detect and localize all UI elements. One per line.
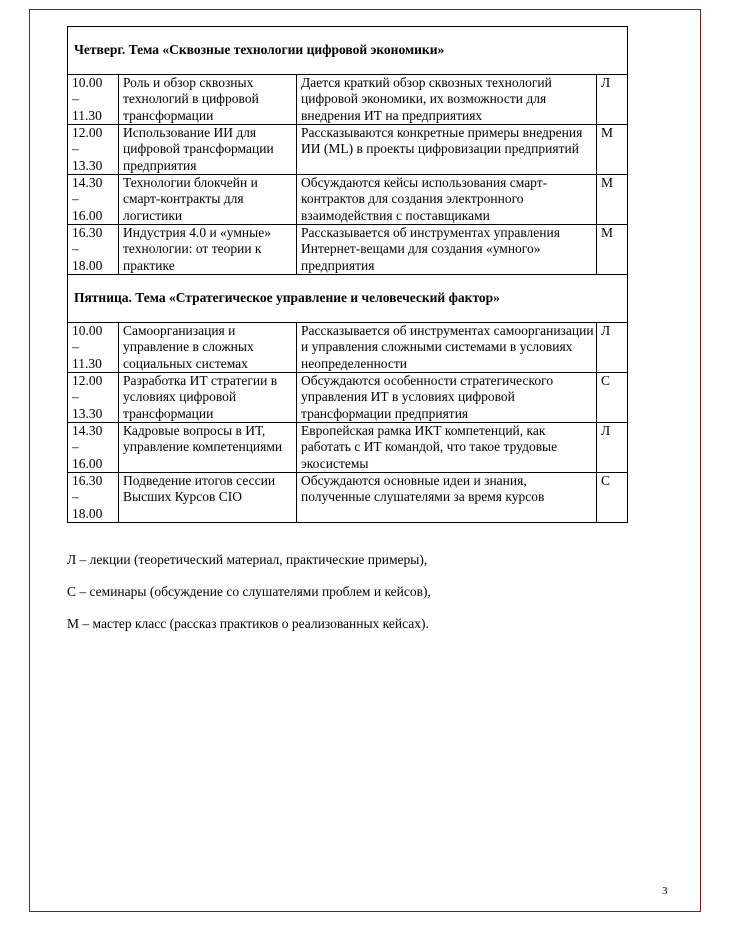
session-row — [68, 323, 628, 373]
session-row — [68, 125, 628, 175]
session-time: 12.00 – 13.30 — [68, 125, 119, 175]
session-description: Рассказывается об инструментах управления Интернет-вещами для создания «умного» предприятия — [297, 225, 597, 275]
session-row — [68, 473, 628, 523]
session-format: Л — [597, 75, 628, 125]
session-description: Обсуждаются особенности стратегического управления ИТ в условиях цифровой трансформации предприятия — [297, 373, 597, 423]
session-format: С — [597, 373, 628, 423]
schedule-table — [67, 26, 628, 523]
legend-seminar: С – семинары (обсуждение со слушателями проблем и кейсов), — [67, 584, 431, 599]
session-time: 10.00 – 11.30 — [68, 75, 119, 125]
day-header-row — [68, 275, 628, 323]
session-description: Обсуждаются основные идеи и знания, полученные слушателями за время курсов — [297, 473, 597, 523]
day-title: Четверг. Тема «Сквозные технологии цифровой экономики» — [68, 27, 628, 75]
session-format: М — [597, 175, 628, 225]
page-number: 3 — [662, 885, 668, 897]
session-description: Обсуждаются кейсы использования смарт-контрактов для создания электронного взаимодействия с поставщиками — [297, 175, 597, 225]
session-row — [68, 225, 628, 275]
legend-lecture: Л – лекции (теоретический материал, практические примеры), — [67, 552, 428, 567]
session-row — [68, 423, 628, 473]
session-topic: Разработка ИТ стратегии в условиях цифровой трансформации — [119, 373, 297, 423]
session-format: М — [597, 125, 628, 175]
session-description: Рассказываются конкретные примеры внедрения ИИ (ML) в проекты цифровизации предприятий — [297, 125, 597, 175]
session-row — [68, 75, 628, 125]
session-topic: Подведение итогов сессии Высших Курсов CIO — [119, 473, 297, 523]
session-time: 14.30 – 16.00 — [68, 423, 119, 473]
day-header-row — [68, 27, 628, 75]
session-format: С — [597, 473, 628, 523]
session-time: 16.30 – 18.00 — [68, 225, 119, 275]
session-topic: Кадровые вопросы в ИТ, управление компетенциями — [119, 423, 297, 473]
session-topic: Технологии блокчейн и смарт-контракты для логистики — [119, 175, 297, 225]
session-description: Рассказывается об инструментах самоорганизации и управления сложными системами в условиях неопределенности — [297, 323, 597, 373]
session-row — [68, 175, 628, 225]
session-time: 14.30 – 16.00 — [68, 175, 119, 225]
session-description: Дается краткий обзор сквозных технологий цифровой экономики, их возможности для внедрения ИТ на предприятиях — [297, 75, 597, 125]
session-topic: Индустрия 4.0 и «умные» технологии: от теории к практике — [119, 225, 297, 275]
session-format: Л — [597, 423, 628, 473]
session-description: Европейская рамка ИКТ компетенций, как работать с ИТ командой, что такое трудовые экосистемы — [297, 423, 597, 473]
session-topic: Самоорганизация и управление в сложных социальных системах — [119, 323, 297, 373]
session-topic: Роль и обзор сквозных технологий в цифровой трансформации — [119, 75, 297, 125]
session-time: 10.00 – 11.30 — [68, 323, 119, 373]
session-time: 16.30 – 18.00 — [68, 473, 119, 523]
session-time: 12.00 – 13.30 — [68, 373, 119, 423]
day-title: Пятница. Тема «Стратегическое управление и человеческий фактор» — [68, 275, 628, 323]
legend-masterclass: М – мастер класс (рассказ практиков о реализованных кейсах). — [67, 616, 429, 631]
session-row — [68, 373, 628, 423]
session-topic: Использование ИИ для цифровой трансформации предприятия — [119, 125, 297, 175]
session-format: М — [597, 225, 628, 275]
session-format: Л — [597, 323, 628, 373]
